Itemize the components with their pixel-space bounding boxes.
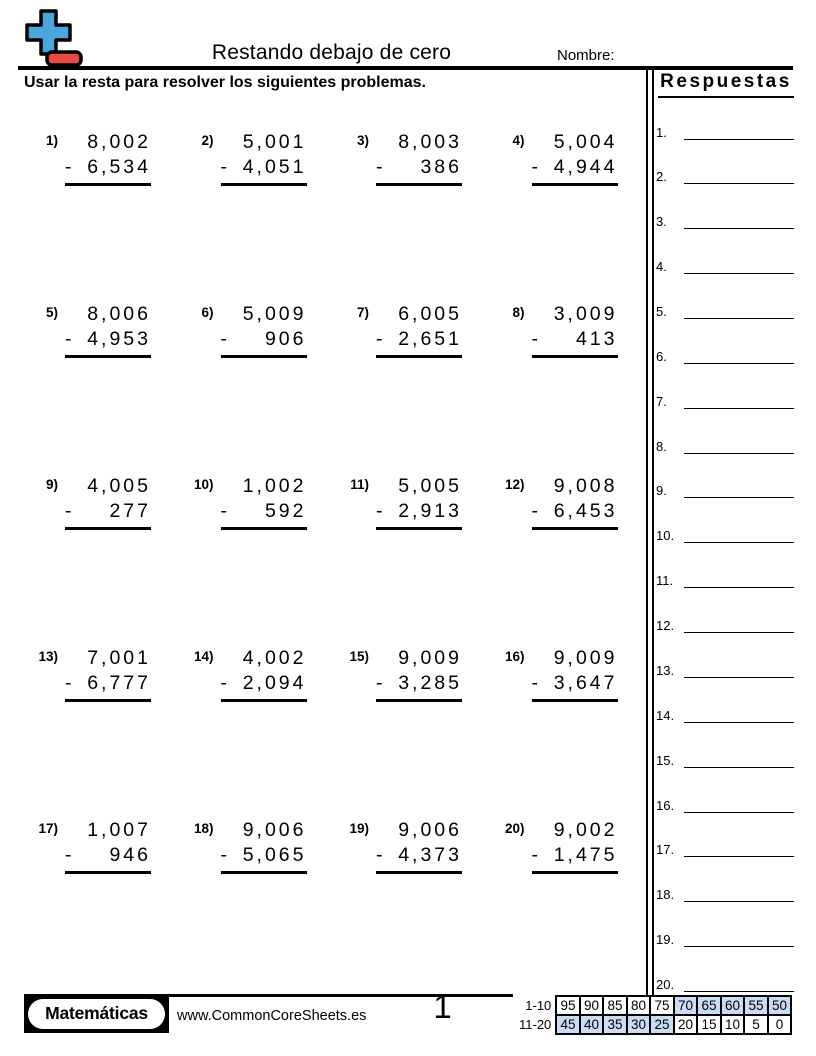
problem-number: 8)	[512, 305, 525, 320]
subtrahend: 6,534	[87, 156, 151, 178]
minus-sign: -	[376, 672, 386, 694]
minus-sign: -	[376, 328, 386, 350]
subtrahend: 2,913	[398, 500, 462, 522]
grade-score-cell: 5	[744, 1015, 768, 1034]
subtrahend: 4,953	[87, 328, 151, 350]
answer-number: 18.	[656, 887, 675, 903]
minus-sign: -	[531, 500, 541, 522]
minuend: 9,006	[242, 819, 307, 841]
minuend: 9,009	[553, 647, 618, 669]
answer-number: 13.	[656, 662, 675, 678]
answer-blank-line[interactable]	[684, 388, 794, 409]
minuend: 9,006	[398, 819, 462, 841]
answer-blank-line[interactable]	[684, 612, 794, 633]
answer-blank-line[interactable]	[684, 208, 794, 229]
problem-number: 1)	[45, 133, 58, 148]
problem-work-area[interactable]	[221, 130, 307, 186]
answer-number: 6.	[656, 348, 667, 364]
subtrahend: 4,373	[398, 844, 462, 866]
subtraction-problem	[339, 646, 495, 818]
answer-number: 3.	[656, 214, 667, 230]
problem-number: 7)	[356, 305, 369, 320]
answer-slot	[656, 971, 794, 992]
answer-blank-line[interactable]	[684, 477, 794, 498]
problem-work-area[interactable]	[376, 130, 462, 186]
problems-grid	[28, 130, 650, 990]
answer-slot	[656, 433, 794, 454]
grade-score-cell: 90	[580, 996, 604, 1015]
subtraction-problem	[28, 302, 184, 474]
page-number: 1	[433, 988, 452, 1025]
answer-blank-line[interactable]	[684, 792, 794, 813]
subtrahend: 277	[109, 500, 151, 522]
header-divider	[18, 66, 793, 70]
grade-score-cell: 75	[650, 996, 674, 1015]
answer-slot	[656, 119, 794, 140]
subtraction-problem	[28, 818, 184, 990]
answer-blank-line[interactable]	[684, 119, 794, 140]
answer-number: 19.	[656, 932, 675, 948]
minuend: 8,003	[398, 131, 462, 153]
answer-blank-line[interactable]	[684, 702, 794, 723]
grade-score-cell: 35	[603, 1015, 627, 1034]
brand-logo: Matemáticas	[28, 999, 165, 1029]
subtrahend: 386	[420, 156, 462, 178]
grade-score-cell: 65	[697, 996, 721, 1015]
website-text: www.CommonCoreSheets.es	[177, 1008, 367, 1024]
answer-number: 11.	[656, 573, 674, 589]
minuend: 7,001	[87, 647, 151, 669]
subtraction-problem	[339, 474, 495, 646]
answer-slot	[656, 388, 794, 409]
answer-number: 2.	[656, 169, 667, 185]
minus-sign: -	[531, 328, 541, 350]
minuend: 9,008	[553, 475, 618, 497]
answer-blank-line[interactable]	[684, 567, 794, 588]
grade-score-cell: 15	[697, 1015, 721, 1034]
subtrahend: 3,647	[553, 672, 618, 694]
problem-work-area[interactable]	[221, 302, 307, 358]
problem-work-area[interactable]	[376, 474, 462, 530]
problem-work-area[interactable]	[376, 818, 462, 874]
subtrahend: 5,065	[242, 844, 307, 866]
problem-work-area[interactable]	[221, 646, 307, 702]
answer-blank-line[interactable]	[684, 926, 794, 947]
problem-number: 18)	[193, 821, 214, 836]
problem-number: 15)	[349, 649, 369, 664]
subtrahend: 6,777	[87, 672, 151, 694]
answer-blank-line[interactable]	[684, 253, 794, 274]
answer-number: 16.	[656, 797, 675, 813]
answer-blank-line[interactable]	[684, 971, 794, 992]
minus-sign: -	[220, 156, 230, 178]
minus-sign: -	[220, 328, 230, 350]
subtraction-problem	[495, 130, 651, 302]
subtraction-problem	[339, 130, 495, 302]
problem-work-area[interactable]	[532, 818, 618, 874]
subtrahend: 2,651	[398, 328, 462, 350]
problem-work-area[interactable]	[376, 302, 462, 358]
brand-box	[24, 994, 169, 1033]
grade-score-cell: 55	[744, 996, 768, 1015]
subtraction-problem	[28, 474, 184, 646]
minus-sign: -	[531, 156, 541, 178]
problem-number: 6)	[201, 305, 214, 320]
answer-blank-line[interactable]	[684, 836, 794, 857]
grade-score-cell: 95	[556, 996, 580, 1015]
minuend: 5,009	[242, 303, 307, 325]
minus-sign: -	[65, 672, 75, 694]
answer-blank-line[interactable]	[684, 298, 794, 319]
answer-number: 4.	[656, 259, 667, 275]
problem-work-area[interactable]	[221, 474, 307, 530]
grade-score-cell: 40	[580, 1015, 604, 1034]
name-label: Nombre:	[557, 47, 615, 64]
grade-score-cell: 50	[768, 996, 792, 1015]
minus-sign: -	[65, 844, 75, 866]
problem-number: 11)	[350, 477, 369, 492]
answer-number: 12.	[656, 618, 675, 634]
problem-work-area[interactable]	[532, 474, 618, 530]
problem-number: 12)	[504, 477, 525, 492]
grade-score-cell: 0	[768, 1015, 792, 1034]
subtrahend: 6,453	[553, 500, 618, 522]
answer-slot	[656, 253, 794, 274]
subtrahend: 592	[264, 500, 307, 522]
answer-slot	[656, 881, 794, 902]
answer-number: 14.	[656, 707, 675, 723]
answer-blank-line[interactable]	[684, 747, 794, 768]
subtraction-problem	[495, 818, 651, 990]
answer-number: 9.	[656, 483, 667, 499]
minuend: 6,005	[398, 303, 462, 325]
answer-number: 5.	[656, 303, 667, 319]
problem-work-area[interactable]	[65, 474, 151, 530]
answer-blank-line[interactable]	[684, 343, 794, 364]
subtrahend: 413	[575, 328, 618, 350]
minuend: 9,009	[398, 647, 462, 669]
problem-number: 13)	[38, 649, 58, 664]
minus-sign: -	[220, 672, 230, 694]
problem-number: 20)	[504, 821, 525, 836]
minus-sign: -	[65, 156, 75, 178]
page-title: Restando debajo de cero	[211, 41, 452, 64]
minus-sign: -	[65, 500, 75, 522]
subtrahend: 1,475	[553, 844, 618, 866]
subtrahend: 906	[264, 328, 307, 350]
answer-slot	[656, 702, 794, 723]
minuend: 1,002	[242, 475, 307, 497]
minus-sign: -	[376, 156, 386, 178]
subtraction-problem	[184, 818, 340, 990]
grading-table	[519, 995, 792, 1035]
problem-work-area[interactable]	[376, 646, 462, 702]
minuend: 9,002	[553, 819, 618, 841]
problem-number: 16)	[504, 649, 525, 664]
answer-slot	[656, 792, 794, 813]
answer-slot	[656, 567, 794, 588]
minuend: 5,001	[242, 131, 307, 153]
answer-slot	[656, 522, 794, 543]
problem-work-area[interactable]	[65, 646, 151, 702]
subtraction-problem	[495, 646, 651, 818]
problem-number: 17)	[38, 821, 58, 836]
problem-number: 2)	[201, 133, 214, 148]
minus-sign: -	[65, 328, 75, 350]
subtraction-problem	[184, 130, 340, 302]
answers-heading-wrap	[657, 71, 795, 98]
problem-number: 9)	[45, 477, 58, 492]
subtrahend: 946	[109, 844, 151, 866]
subtraction-problem	[184, 474, 340, 646]
answer-blank-line[interactable]	[684, 163, 794, 184]
answer-blank-line[interactable]	[684, 881, 794, 902]
problem-work-area[interactable]	[221, 818, 307, 874]
problem-number: 4)	[512, 133, 525, 148]
subtraction-problem	[339, 818, 495, 990]
problem-work-area[interactable]	[532, 130, 618, 186]
grade-score-cell: 60	[721, 996, 745, 1015]
subtraction-problem	[184, 302, 340, 474]
answers-column-divider	[646, 70, 654, 995]
answer-slot	[656, 747, 794, 768]
problem-work-area[interactable]	[65, 130, 151, 186]
subtraction-problem	[339, 302, 495, 474]
answer-slot	[656, 836, 794, 857]
grade-score-cell: 70	[674, 996, 698, 1015]
subtraction-problem	[495, 302, 651, 474]
subtrahend: 3,285	[398, 672, 462, 694]
answer-slot	[656, 612, 794, 633]
problem-number: 14)	[193, 649, 214, 664]
grade-score-cell: 25	[650, 1015, 674, 1034]
minuend: 1,007	[87, 819, 151, 841]
problem-number: 5)	[45, 305, 58, 320]
grade-score-cell: 10	[721, 1015, 745, 1034]
minus-sign: -	[376, 500, 386, 522]
answer-blank-line[interactable]	[684, 433, 794, 454]
minus-sign: -	[376, 844, 386, 866]
answer-slot	[656, 477, 794, 498]
answer-slot	[656, 298, 794, 319]
problem-number: 10)	[193, 477, 214, 492]
grade-score-cell: 45	[556, 1015, 580, 1034]
instructions-text: Usar la resta para resolver los siguientes problemas.	[24, 74, 426, 91]
problem-work-area[interactable]	[65, 818, 151, 874]
minuend: 4,005	[87, 475, 151, 497]
answer-slot	[656, 343, 794, 364]
answer-number: 7.	[656, 393, 667, 409]
answer-number: 10.	[656, 528, 675, 544]
minuend: 3,009	[553, 303, 618, 325]
answer-number: 1.	[656, 124, 667, 140]
answer-number: 17.	[656, 842, 675, 858]
minuend: 5,004	[553, 131, 618, 153]
answer-number: 20.	[656, 977, 675, 993]
minuend: 8,002	[87, 131, 151, 153]
subtrahend: 4,944	[553, 156, 618, 178]
problem-number: 3)	[356, 133, 369, 148]
subtrahend: 2,094	[242, 672, 307, 694]
answer-slot	[656, 926, 794, 947]
problem-work-area[interactable]	[65, 302, 151, 358]
minus-sign: -	[531, 844, 541, 866]
answer-number: 15.	[656, 752, 675, 768]
answer-blank-line[interactable]	[684, 522, 794, 543]
subtraction-problem	[495, 474, 651, 646]
subtraction-problem	[184, 646, 340, 818]
answer-slot	[656, 657, 794, 678]
problem-work-area[interactable]	[532, 646, 618, 702]
answer-slot	[656, 163, 794, 184]
problem-work-area[interactable]	[532, 302, 618, 358]
subtraction-problem	[28, 646, 184, 818]
minuend: 5,005	[398, 475, 462, 497]
answer-slot	[656, 208, 794, 229]
grade-range-label: 1-10	[525, 998, 552, 1013]
subtraction-problem	[28, 130, 184, 302]
answers-heading: Respuestas	[658, 71, 794, 98]
grade-score-cell: 30	[627, 1015, 651, 1034]
grade-score-cell: 85	[603, 996, 627, 1015]
minus-sign: -	[531, 672, 541, 694]
minuend: 4,002	[242, 647, 307, 669]
grade-score-cell: 80	[627, 996, 651, 1015]
answer-blank-line[interactable]	[684, 657, 794, 678]
grade-score-cell: 20	[674, 1015, 698, 1034]
minuend: 8,006	[87, 303, 151, 325]
subtrahend: 4,051	[242, 156, 307, 178]
grade-range-label: 11-20	[519, 1017, 552, 1032]
answer-number: 8.	[656, 438, 667, 454]
minus-sign: -	[220, 500, 230, 522]
problem-number: 19)	[349, 821, 369, 836]
minus-sign: -	[220, 844, 230, 866]
